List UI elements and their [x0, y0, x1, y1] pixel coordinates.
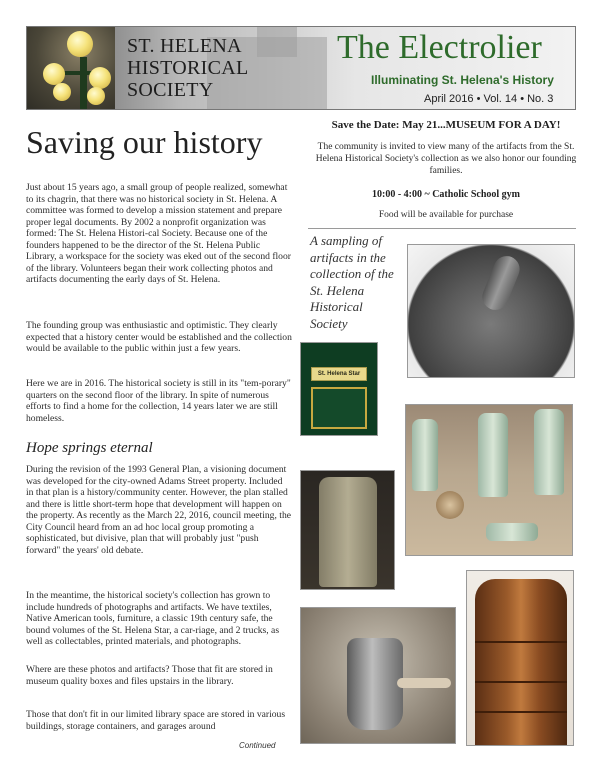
safe-label: St. Helena Star — [311, 367, 367, 381]
masthead-banner — [26, 26, 576, 110]
gallery-caption: A sampling of artifacts in the collection of the St. Helena Historical Society — [310, 233, 394, 331]
continued-note: Continued — [239, 741, 276, 750]
article-paragraph-6: Where are these photos and artifacts? Those that fit are stored in museum quality boxes and files upstairs in the library. — [26, 664, 273, 687]
article-paragraph-2: The founding group was enthusiastic and optimistic. They clearly expected that a history center would be established and the collection would be available to the public within just a few years. — [26, 320, 292, 354]
society-line-2: HISTORICAL — [127, 57, 249, 79]
bottles-photo — [405, 404, 573, 556]
society-name — [127, 35, 249, 101]
secretary-desk-photo — [466, 570, 574, 746]
article-subhead: Hope springs eternal — [26, 440, 153, 456]
mortar-pestle-photo — [407, 244, 575, 378]
newsletter-title: The Electrolier — [337, 29, 542, 66]
event-title: Save the Date: May 21...MUSEUM FOR A DAY! — [331, 119, 561, 131]
article-paragraph-7: Those that don't fit in our limited library space are stored in various buildings, storage containers, and garages around — [26, 709, 286, 732]
article-headline: Saving our history — [26, 124, 263, 160]
event-description: The community is invited to view many of the artifacts from the St. Helena Historical Society's collection as we also honor our founding families. — [315, 142, 577, 176]
issue-info: April 2016 • Vol. 14 • No. 3 — [424, 93, 554, 105]
electrolier-lamp-photo — [27, 27, 115, 110]
section-divider — [308, 228, 576, 229]
society-line-1: ST. HELENA — [127, 35, 242, 57]
article-paragraph-4: During the revision of the 1993 General Plan, a visioning document was developed for the city-owned Adams Street property. Included in that plan is a history/community center. However, the plan stalled and there is little short-term hope that development will happen on the property. As recently as the March 22, 2016, council meeting, the City Council heard from an ad hoc local group promoting a sophisticated, but divisive, plan that will probably just "push forward" the years' old debate. — [26, 464, 291, 556]
coffee-pot-photo — [300, 607, 456, 744]
article-paragraph-5: In the meantime, the historical society's collection has grown to include hundreds of photographs and artifacts. We have textiles, Native American tools, furniture, a classic 19th century safe, the bound volumes of the St. Helena Star, a car-riage, and 2 trucks, as well as collectables, printed materials, and photographs. — [26, 590, 280, 647]
article-paragraph-3: Here we are in 2016. The historical society is still in its "tem-porary" quarters on the second floor of the library. In spite of numerous efforts to find a home for the collection, 14 years later we are still homeless. — [26, 378, 291, 424]
event-food-note: Food will be available for purchase — [378, 210, 514, 220]
event-time: 10:00 - 4:00 ~ Catholic School gym — [372, 189, 520, 200]
dress-photo — [300, 470, 395, 590]
society-line-3: SOCIETY — [127, 79, 214, 101]
article-paragraph-1: Just about 15 years ago, a small group of people realized, somewhat to its chagrin, that there was no historical society in St. Helena. A committee was formed to develop a mission statement and prepare proper legal documents. By 2002 a nonprofit organization was formed: The St. Helena Histori-cal Society. Because one of the founders happened to be the director of the St. Helena Public Library, a workspace for the society was eked out of the second floor of the library. Volunteers began their work collecting photos and artifacts documenting the early days of St. Helena. — [26, 182, 291, 285]
safe-photo — [300, 342, 378, 436]
newsletter-tagline: Illuminating St. Helena's History — [371, 73, 554, 87]
